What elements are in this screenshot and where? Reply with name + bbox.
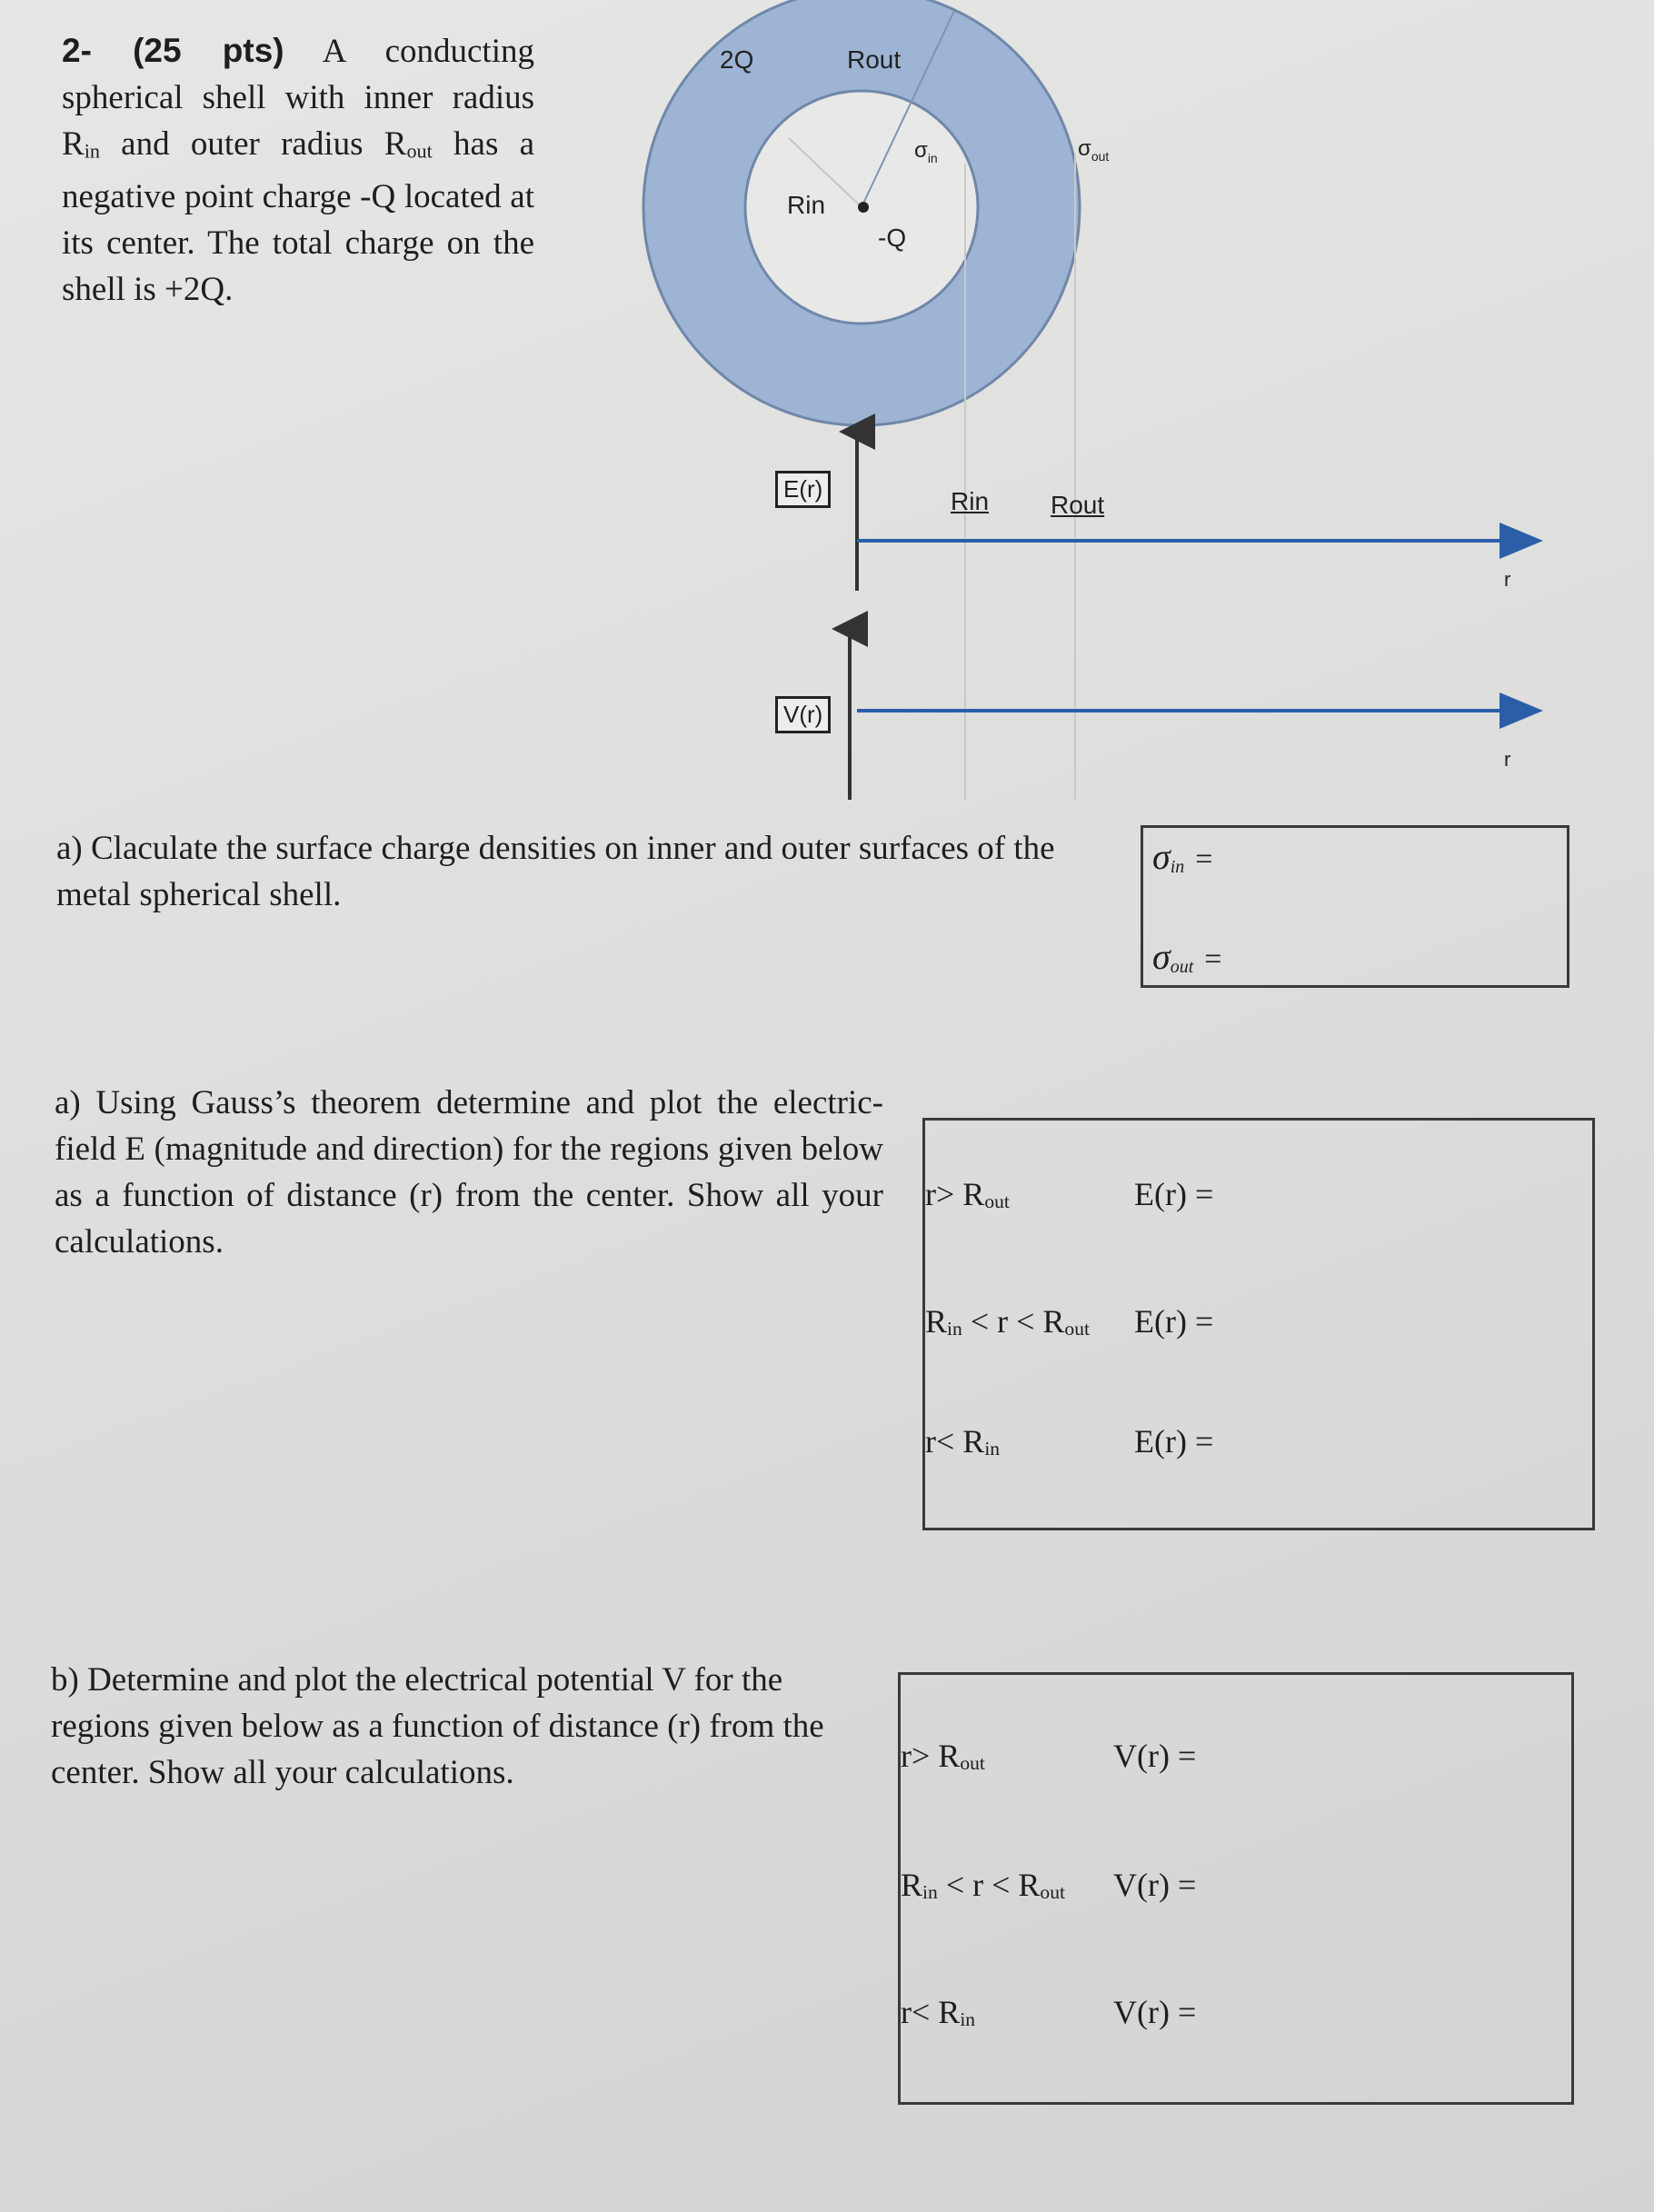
sigma-in-sub: in xyxy=(927,150,938,165)
potential-cond-shell-sub: in xyxy=(922,1881,938,1904)
plot-rin-mark: Rin xyxy=(951,487,990,515)
potential-cond-outside-sub: out xyxy=(960,1752,985,1775)
efield-row-shell xyxy=(925,1302,1090,1340)
statement-sub-out: out xyxy=(406,139,433,163)
efield-answer-box[interactable] xyxy=(922,1118,1595,1530)
potential-expr-shell: V(r) = xyxy=(1113,1867,1197,1903)
sigma-out-sub: out xyxy=(1091,148,1110,164)
v-plot-label: V(r) xyxy=(775,696,831,733)
efield-row-outside xyxy=(925,1175,1010,1213)
potential-expr-outside: V(r) = xyxy=(1113,1738,1197,1774)
potential-cond-shell-pre: R xyxy=(901,1867,923,1903)
statement-part-2: and outer radius R xyxy=(99,125,407,163)
efield-expr-outside: E(r) = xyxy=(1134,1176,1214,1212)
efield-cond-inside-sub: in xyxy=(984,1438,1001,1460)
sigma-in-equals: = xyxy=(1195,842,1213,876)
sigma-out-answer-symbol: σ xyxy=(1152,936,1171,977)
statement-part-1: A conducting spherical shell with inner radius R xyxy=(62,33,534,163)
sigma-out-answer-sub: out xyxy=(1170,957,1194,978)
center-charge-dot xyxy=(858,202,869,213)
sigma-out-symbol: σ xyxy=(1078,136,1091,161)
rout-label: Rout xyxy=(847,45,902,74)
rin-label: Rin xyxy=(787,191,826,219)
statement-sub-in: in xyxy=(84,139,100,163)
efield-cond-shell-sub: in xyxy=(947,1318,962,1340)
efield-cond-shell-pre: R xyxy=(925,1303,948,1340)
sigma-out-row xyxy=(1152,935,1221,978)
efield-cond-outside: r> R xyxy=(925,1176,985,1212)
potential-row-outside xyxy=(901,1737,985,1775)
potential-answer-box[interactable] xyxy=(898,1672,1574,2105)
v-axis-r-label: r xyxy=(1504,748,1511,771)
potential-row-shell xyxy=(901,1866,1065,1904)
sigma-answer-box[interactable] xyxy=(1141,825,1569,988)
shell-diagram xyxy=(0,0,1654,818)
potential-cond-shell-post: < r < R xyxy=(937,1867,1041,1903)
potential-cond-inside-sub: in xyxy=(960,2008,976,2031)
potential-cond-shell-sub2: out xyxy=(1040,1881,1066,1904)
statement-part-3: has a negative point charge -Q located at its center. The total charge on the shell is +2Q. xyxy=(62,125,535,309)
efield-expr-inside: E(r) = xyxy=(1134,1423,1214,1460)
plot-rout-mark: Rout xyxy=(1051,491,1105,519)
sigma-in-answer-sub: in xyxy=(1170,857,1185,878)
part-a2-question: a) Using Gauss’s theorem determine and plot the electric-field E (magnitude and direction) for the regions given below as a function of distance (r) from the center. Show all your calculations. xyxy=(55,1084,883,1260)
efield-cond-inside: r< R xyxy=(925,1423,985,1460)
part-a1-question: a) Claculate the surface charge densities on inner and outer surfaces of the metal spherical shell. xyxy=(56,830,1055,913)
potential-row-inside xyxy=(901,1993,975,2031)
part-b-question: b) Determine and plot the electrical potential V for the regions given below as a function of distance (r) from the center. Show all your calculations. xyxy=(51,1661,824,1791)
efield-cond-shell-sub2: out xyxy=(1064,1318,1091,1340)
sigma-in-answer-symbol: σ xyxy=(1152,836,1171,877)
e-plot-label: E(r) xyxy=(775,471,831,508)
efield-row-inside xyxy=(925,1422,1000,1460)
efield-expr-shell: E(r) = xyxy=(1134,1303,1214,1340)
e-axis-r-label: r xyxy=(1504,568,1511,591)
potential-cond-inside: r< R xyxy=(901,1994,961,2030)
shell-charge-label: 2Q xyxy=(720,45,754,74)
efield-cond-outside-sub: out xyxy=(984,1191,1010,1213)
sigma-in-diagram-label xyxy=(914,138,938,165)
sigma-in-symbol: σ xyxy=(914,138,928,163)
sigma-out-diagram-label xyxy=(1078,136,1109,164)
problem-header: 2- (25 pts) xyxy=(62,32,284,69)
center-charge-label: -Q xyxy=(878,224,907,252)
sigma-in-row xyxy=(1152,835,1212,878)
efield-cond-shell-post: < r < R xyxy=(962,1303,1065,1340)
sigma-out-equals: = xyxy=(1204,942,1222,976)
potential-cond-outside: r> R xyxy=(901,1738,961,1774)
potential-expr-inside: V(r) = xyxy=(1113,1994,1197,2030)
